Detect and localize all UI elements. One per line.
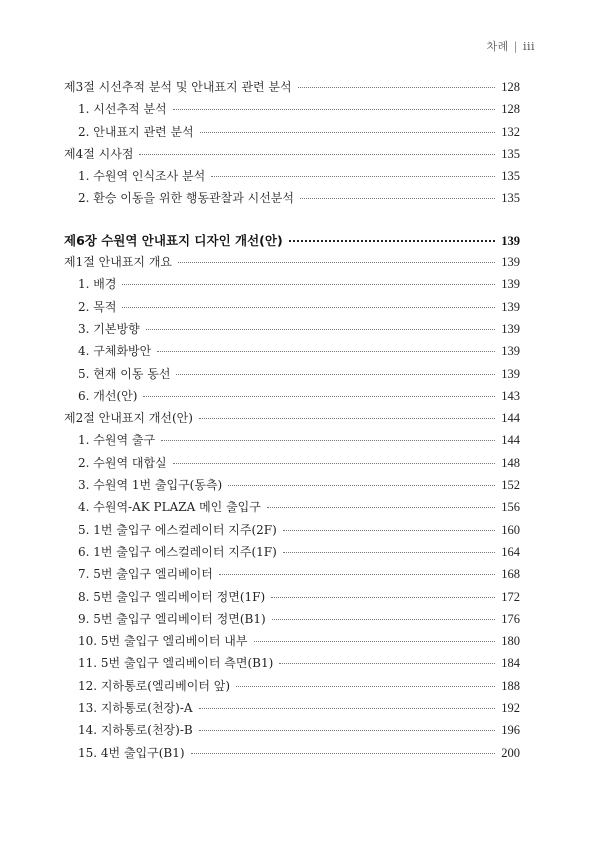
dot-leader bbox=[283, 552, 495, 553]
dot-leader bbox=[236, 686, 495, 687]
toc-entry-title: 13. 지하통로(천장)-A bbox=[78, 701, 193, 716]
toc-section-entry bbox=[64, 78, 520, 100]
toc-item-entry bbox=[64, 320, 520, 342]
toc-entry-title: 11. 5번 출입구 엘리베이터 측면(B1) bbox=[78, 656, 274, 671]
toc-entry-title: 14. 지하통로(천장)-B bbox=[78, 723, 193, 738]
toc-entry-title: 10. 5번 출입구 엘리베이터 내부 bbox=[78, 634, 248, 649]
toc-page-number: 144 bbox=[501, 433, 520, 448]
toc-item-entry bbox=[64, 365, 520, 387]
toc-page-number: 156 bbox=[501, 500, 520, 515]
toc-item-entry bbox=[64, 431, 520, 453]
toc-page-number: 139 bbox=[501, 299, 520, 314]
toc-page-number: 143 bbox=[501, 388, 520, 403]
toc-page-number: 144 bbox=[501, 411, 520, 426]
toc-item-entry bbox=[64, 721, 520, 743]
dot-leader bbox=[279, 663, 495, 664]
dot-leader bbox=[199, 708, 496, 709]
toc-item-entry bbox=[64, 275, 520, 297]
toc-entry-title: 12. 지하통로(엘리베이터 앞) bbox=[78, 678, 230, 693]
dot-leader bbox=[191, 753, 496, 754]
dot-leader bbox=[271, 597, 495, 598]
dot-leader bbox=[161, 440, 495, 441]
toc-page-number: 128 bbox=[501, 102, 520, 117]
dot-leader bbox=[289, 240, 496, 242]
toc-page-number: 135 bbox=[501, 191, 520, 206]
toc-section-entry bbox=[64, 409, 520, 431]
dot-leader bbox=[122, 307, 495, 308]
toc-item-entry bbox=[64, 476, 520, 498]
toc-entry-title: 1. 수원역 출구 bbox=[78, 433, 156, 448]
toc-page-number: 196 bbox=[501, 723, 520, 738]
dot-leader bbox=[211, 176, 495, 177]
dot-leader bbox=[178, 262, 495, 263]
toc-item-entry bbox=[64, 498, 520, 520]
dot-leader bbox=[173, 109, 496, 110]
header-separator: | bbox=[513, 40, 518, 53]
dot-leader bbox=[173, 463, 496, 464]
header-title: 차례 bbox=[486, 40, 509, 53]
toc-entry-title: 5. 1번 출입구 에스컬레이터 지주(2F) bbox=[78, 522, 277, 537]
toc-page-number: 135 bbox=[501, 169, 520, 184]
toc-entry-title: 1. 시선추적 분석 bbox=[78, 102, 167, 117]
toc-entry-title: 15. 4번 출입구(B1) bbox=[78, 745, 185, 760]
toc-entry-title: 2. 환승 이동을 위한 행동관찰과 시선분석 bbox=[78, 191, 294, 206]
toc-entry-title: 3. 기본방향 bbox=[78, 321, 140, 336]
toc-entry-title: 6. 1번 출입구 에스컬레이터 지주(1F) bbox=[78, 544, 277, 559]
toc-entry-title: 제3절 시선추적 분석 및 안내표지 관련 분석 bbox=[64, 80, 292, 94]
toc-item-entry bbox=[64, 543, 520, 565]
toc-item-entry bbox=[64, 123, 520, 145]
dot-leader bbox=[143, 396, 495, 397]
toc-page-number: 152 bbox=[501, 478, 520, 493]
toc-item-entry bbox=[64, 521, 520, 543]
toc-page-number: 184 bbox=[501, 656, 520, 671]
toc-entry-title: 2. 수원역 대합실 bbox=[78, 455, 167, 470]
dot-leader bbox=[254, 641, 496, 642]
toc-entry-title: 2. 안내표지 관련 분석 bbox=[78, 124, 194, 139]
dot-leader bbox=[298, 87, 496, 88]
dot-leader bbox=[272, 619, 496, 620]
toc-page-number: 200 bbox=[501, 745, 520, 760]
dot-leader bbox=[122, 284, 495, 285]
toc-item-entry bbox=[64, 610, 520, 632]
toc-section-entry bbox=[64, 253, 520, 275]
toc-item-entry bbox=[64, 189, 520, 211]
toc-page-number: 180 bbox=[501, 634, 520, 649]
toc-page-number: 168 bbox=[501, 567, 520, 582]
toc-item-entry bbox=[64, 565, 520, 587]
dot-leader bbox=[199, 418, 495, 419]
toc-item-entry bbox=[64, 632, 520, 654]
toc-entry-title: 4. 수원역-AK PLAZA 메인 출입구 bbox=[78, 500, 261, 515]
toc-item-entry bbox=[64, 167, 520, 189]
dot-leader bbox=[176, 374, 495, 375]
toc-entry-title: 제2절 안내표지 개선(안) bbox=[64, 411, 193, 426]
dot-leader bbox=[200, 132, 496, 133]
toc-entry-title: 제1절 안내표지 개요 bbox=[64, 255, 173, 270]
toc-page-number: 148 bbox=[501, 455, 520, 470]
toc-page-number: 132 bbox=[501, 124, 520, 139]
toc-item-entry bbox=[64, 588, 520, 610]
toc-item-entry bbox=[64, 342, 520, 364]
toc-item-entry bbox=[64, 454, 520, 476]
dot-leader bbox=[146, 329, 496, 330]
toc-page-number: 139 bbox=[501, 255, 520, 270]
toc-entry-title: 제6장 수원역 안내표지 디자인 개선(안) bbox=[64, 232, 283, 248]
toc-item-entry bbox=[64, 744, 520, 766]
toc-entry-title: 4. 구체화방안 bbox=[78, 344, 152, 359]
toc-entry-title: 2. 목적 bbox=[78, 299, 117, 314]
toc-page-number: 139 bbox=[501, 321, 520, 336]
toc-chapter-entry bbox=[64, 231, 520, 253]
toc-entry-title: 5. 현재 이동 동선 bbox=[78, 366, 171, 381]
toc-page-number: 192 bbox=[501, 701, 520, 716]
header-page-number: iii bbox=[522, 40, 535, 53]
dot-leader bbox=[219, 574, 495, 575]
toc-page-number: 176 bbox=[501, 611, 520, 626]
dot-leader bbox=[267, 507, 495, 508]
toc-entry-title: 9. 5번 출입구 엘리베이터 정면(B1) bbox=[78, 611, 266, 626]
dot-leader bbox=[199, 730, 496, 731]
toc-entry-title: 1. 배경 bbox=[78, 277, 117, 292]
toc-item-entry bbox=[64, 100, 520, 122]
toc-section-entry bbox=[64, 145, 520, 167]
toc-page-number: 128 bbox=[501, 80, 520, 94]
toc-entry-title: 제4절 시사점 bbox=[64, 146, 134, 161]
toc-page-number: 139 bbox=[501, 233, 520, 248]
toc-entry-title: 6. 개선(안) bbox=[78, 388, 138, 403]
section-gap bbox=[64, 212, 520, 231]
toc-entry-title: 7. 5번 출입구 엘리베이터 bbox=[78, 567, 213, 582]
toc-page-number: 139 bbox=[501, 277, 520, 292]
toc-page-number: 139 bbox=[501, 366, 520, 381]
toc-entry-title: 1. 수원역 인식조사 분석 bbox=[78, 169, 206, 184]
table-of-contents bbox=[64, 78, 520, 766]
toc-page-number: 160 bbox=[501, 522, 520, 537]
toc-item-entry bbox=[64, 677, 520, 699]
toc-entry-title: 8. 5번 출입구 엘리베이터 정면(1F) bbox=[78, 589, 266, 604]
dot-leader bbox=[139, 154, 495, 155]
toc-entry-title: 3. 수원역 1번 출입구(동측) bbox=[78, 478, 223, 493]
toc-item-entry bbox=[64, 699, 520, 721]
toc-page-number: 188 bbox=[501, 678, 520, 693]
toc-item-entry bbox=[64, 387, 520, 409]
dot-leader bbox=[300, 198, 495, 199]
toc-page-number: 139 bbox=[501, 344, 520, 359]
toc-item-entry bbox=[64, 654, 520, 676]
toc-page-number: 164 bbox=[501, 544, 520, 559]
toc-page-number: 172 bbox=[501, 589, 520, 604]
toc-page-number: 135 bbox=[501, 146, 520, 161]
dot-leader bbox=[283, 530, 495, 531]
toc-item-entry bbox=[64, 298, 520, 320]
dot-leader bbox=[228, 485, 495, 486]
running-header bbox=[486, 38, 535, 54]
dot-leader bbox=[157, 351, 495, 352]
